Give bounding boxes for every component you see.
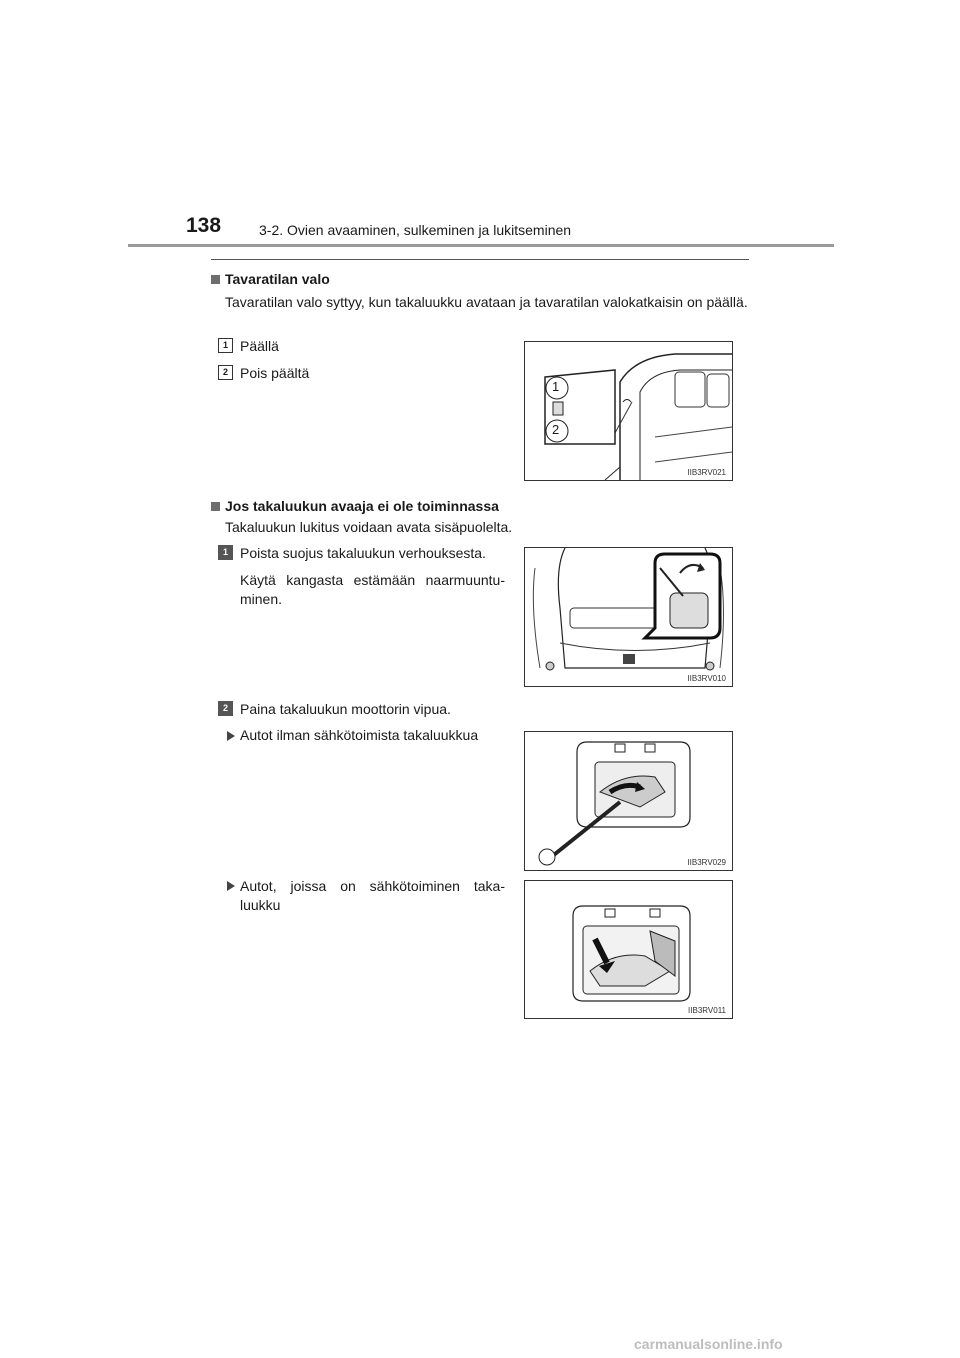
- page-number: 138: [186, 214, 222, 237]
- figure-manual-lever: [524, 731, 733, 871]
- step-1-note: Käytä kangasta estämään naarmuuntu-minen.: [240, 572, 505, 607]
- step-marker-1: 1: [218, 545, 233, 560]
- manual-lever-illustration: [525, 732, 732, 870]
- figure-code: IIB3RV021: [687, 468, 726, 477]
- figure-code: IIB3RV010: [687, 674, 726, 683]
- chapter-title: 3-2. Ovien avaaminen, sulkeminen ja lukitseminen: [259, 222, 572, 238]
- power-lever-illustration: [525, 881, 732, 1018]
- step-1-text: Poista suojus takaluukun verhouksesta.: [240, 545, 486, 561]
- header-divider: [128, 244, 834, 247]
- triangle-right-icon: [227, 731, 235, 741]
- item-marker-1: 1: [218, 338, 233, 353]
- section-divider: [211, 259, 749, 260]
- case-2-label: Autot, joissa on sähkötoiminen taka-luukku: [240, 878, 505, 913]
- callout-2: 2: [552, 422, 560, 437]
- step-2-text: Paina takaluukun moottorin vipua.: [240, 701, 451, 717]
- figure-power-lever: [524, 880, 733, 1019]
- item-label-on: Päällä: [240, 338, 279, 354]
- backdoor-trim-illustration: [525, 548, 732, 686]
- square-bullet-icon: [211, 275, 220, 284]
- figure-code: IIB3RV011: [688, 1006, 726, 1015]
- case-1-label: Autot ilman sähkötoimista takaluukkua: [240, 727, 479, 743]
- callout-1: 1: [552, 379, 560, 394]
- section-description: Takaluukun lukitus voidaan avata sisäpuolelta.: [225, 519, 513, 535]
- section-title-backdoor-opener: [211, 498, 499, 514]
- item-marker-2: 2: [218, 365, 233, 380]
- step-marker-2: 2: [218, 701, 233, 716]
- section-title-text: Tavaratilan valo: [225, 271, 330, 287]
- cargo-interior-illustration: [525, 342, 732, 480]
- figure-cargo-light-switch: [524, 341, 733, 481]
- section-title-text: Jos takaluukun avaaja ei ole toiminnassa: [225, 498, 499, 514]
- figure-code: IIB3RV029: [687, 858, 726, 867]
- watermark: carmanualsonline.info: [634, 1336, 783, 1352]
- figure-backdoor-trim-cover: [524, 547, 733, 687]
- section-description: Tavaratilan valo syttyy, kun takaluukku avataan ja tavaratilan valokatkaisin on päällä.: [225, 294, 748, 310]
- square-bullet-icon: [211, 502, 220, 511]
- section-title-cargo-light: [211, 271, 330, 287]
- item-label-off: Pois päältä: [240, 365, 310, 381]
- triangle-right-icon: [227, 881, 235, 891]
